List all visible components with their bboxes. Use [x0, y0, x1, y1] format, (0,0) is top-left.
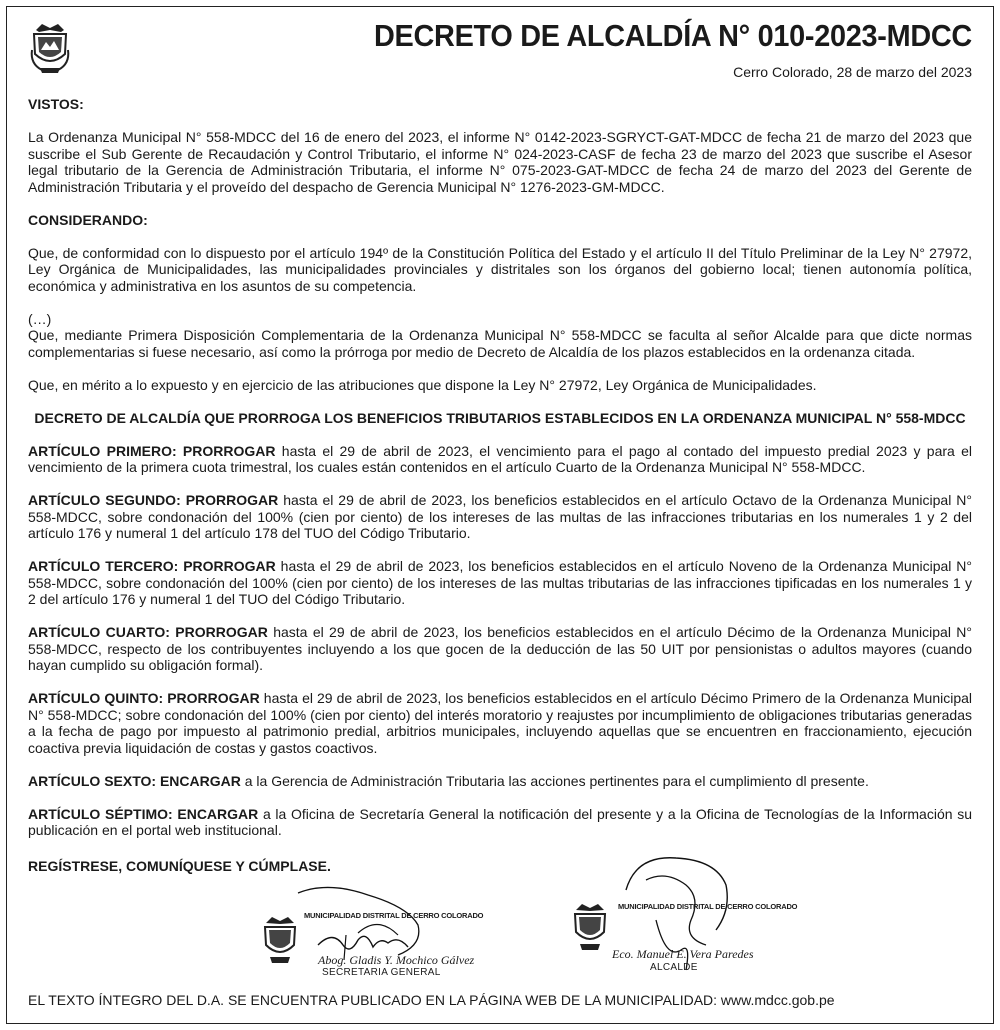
- article-text: hasta el 29 de abril de 2023, los beneficios establecidos en el artículo Décimo de la Ordenanza Municipal N° 558-MDCC, respecto de los contribuyentes incluyendo a los que gocen de la deducción de las 50 UIT por pensionistas o adultos mayores (cuando hayan cumplido su obligación formal).: [28, 624, 972, 673]
- considerando-paragraph: Que, en mérito a lo expuesto y en ejercicio de las atribuciones que dispone la Ley N° 27972, Ley Orgánica de Municipalidades.: [28, 376, 817, 393]
- signatory-name: Eco. Manuel E. Vera Paredes: [612, 947, 754, 961]
- article-text: hasta el 29 de abril de 2023, los beneficios establecidos en el artículo Noveno de la Ordenanza Municipal N° 558-MDCC, sobre condonación del 100% (cien por ciento) de los intereses de las multas tributarias de las infracciones tipificadas en los numerales 1 y 2 del artículo 176 y numeral 1 del TUO del Código Tributario.: [28, 558, 972, 607]
- signature-secretaria: [258, 885, 484, 985]
- municipal-crest-icon: [28, 20, 72, 76]
- considerando-heading: CONSIDERANDO:: [28, 211, 148, 228]
- seal-caption: MUNICIPALIDAD DISTRITAL DE CERRO COLORADO: [618, 902, 798, 911]
- document-body: [28, 96, 972, 839]
- seal-caption: MUNICIPALIDAD DISTRITAL DE CERRO COLORADO: [304, 911, 484, 920]
- article-label: ARTÍCULO SEGUNDO: PRORROGAR: [28, 492, 279, 508]
- article-paragraph: [28, 624, 972, 674]
- considerando-paragraph: Que, de conformidad con lo dispuesto por el artículo 194º de la Constitución Política del Estado y el artículo II del Título Preliminar de la Ley N° 27972, Ley Orgánica de Municipalidades, las municipalidades provinciales y distritales son los órganos del gobierno local; tienen autonomía política, económica y administrativa en los asuntos de su competencia.: [28, 244, 972, 294]
- article-paragraph: [28, 773, 972, 790]
- decree-heading: DECRETO DE ALCALDÍA QUE PRORROGA LOS BENEFICIOS TRIBUTARIOS ESTABLECIDOS EN LA ORDENANZA MUNICIPAL N° 558-MDCC: [34, 409, 966, 426]
- signatory-name: Abog. Gladis Y. Mochico Gálvez: [318, 953, 475, 967]
- article-paragraph: [28, 806, 972, 839]
- signature-alcalde: [566, 850, 798, 980]
- signatory-role: SECRETARIA GENERAL: [322, 967, 441, 978]
- article-paragraph: [28, 443, 972, 476]
- article-paragraph: [28, 690, 972, 756]
- closing-formula: REGÍSTRESE, COMUNÍQUESE Y CÚMPLASE.: [28, 858, 331, 874]
- city-date: Cerro Colorado, 28 de marzo del 2023: [733, 64, 972, 80]
- article-text: a la Oficina de Secretaría General la notificación del presente y a la Oficina de Tecnologías de la Información su publicación en el portal web institucional.: [28, 805, 972, 838]
- ellipsis: (…): [28, 310, 52, 327]
- footer-note: EL TEXTO ÍNTEGRO DEL D.A. SE ENCUENTRA PUBLICADO EN LA PÁGINA WEB DE LA MUNICIPALIDAD: www.mdcc.gob.pe: [28, 992, 835, 1008]
- article-label: ARTÍCULO SEXTO: ENCARGAR: [28, 772, 241, 789]
- article-text: hasta el 29 de abril de 2023, el vencimiento para el pago al contado del impuesto predial 2023 y para el vencimiento de la primera cuota trimestral, los cuales están contenidos en el artículo Cuarto de la Ordenanza Municipal N° 558-MDCC.: [28, 442, 972, 475]
- municipal-seal-icon: [260, 915, 300, 965]
- page-title: DECRETO DE ALCALDÍA N° 010-2023-MDCC: [374, 18, 972, 53]
- considerando-paragraph: Que, mediante Primera Disposición Complementaria de la Ordenanza Municipal N° 558-MDCC se faculta al señor Alcalde para que dicte normas complementarias si fuese necesario, así como la prórroga por medio de Decreto de Alcaldía de los plazos establecidos en la ordenanza citada.: [28, 327, 972, 360]
- article-paragraph: [28, 558, 972, 608]
- vistos-body: La Ordenanza Municipal N° 558-MDCC del 16 de enero del 2023, el informe N° 0142-2023-SGRYCT-GAT-MDCC de fecha 21 de marzo del 2023 que suscribe el Sub Gerente de Recaudación y Control Tributario, el informe N° 024-2023-CASF de fecha 23 de marzo del 2023 que suscribe el Asesor legal tributario de la Gerencia de Administración Tributaria, el informe N° 075-2023-GAT-MDCC de fecha 24 de marzo del 2023 del Gerente de Administración Tributaria y el proveído del despacho de Gerencia Municipal N° 1276-2023-GM-MDCC.: [28, 129, 972, 195]
- signatory-role: ALCALDE: [650, 962, 698, 973]
- article-label: ARTÍCULO TERCERO: PRORROGAR: [28, 558, 276, 574]
- article-text: hasta el 29 de abril de 2023, los beneficios establecidos en el artículo Décimo Primero de la Ordenanza Municipal N° 558-MDCC; sobre condonación del 100% (cien por ciento) del interés moratorio y reajustes por incumplimiento de obligaciones tributarias generadas a la fecha de pago por impuesto al patrimonio predial, arbitrios municipales, incluyendo aquellas que se encuentren en fraccionamiento, ejecución coactiva previa liquidación de costas y gastos coactivos.: [28, 690, 973, 756]
- article-label: ARTÍCULO QUINTO: PRORROGAR: [28, 690, 260, 706]
- article-label: ARTÍCULO PRIMERO: PRORROGAR: [28, 442, 276, 459]
- article-paragraph: [28, 492, 972, 542]
- article-label: ARTÍCULO CUARTO: PRORROGAR: [28, 624, 268, 640]
- article-label: ARTÍCULO SÉPTIMO: ENCARGAR: [28, 805, 259, 822]
- vistos-heading: VISTOS:: [28, 96, 84, 112]
- article-text: hasta el 29 de abril de 2023, los beneficios establecidos en el artículo Octavo de la Ordenanza Municipal N° 558-MDCC, sobre condonación del 100% (cien por ciento) de los intereses de las multas de las infracciones tributarias en los numerales 1 y 2 del artículo 176 y numeral 1 del artículo 178 del TUO del Código Tributario.: [28, 492, 972, 541]
- municipal-seal-icon: [570, 902, 610, 952]
- article-text: a la Gerencia de Administración Tributaria las acciones pertinentes para el cumplimiento dl presente.: [240, 772, 869, 789]
